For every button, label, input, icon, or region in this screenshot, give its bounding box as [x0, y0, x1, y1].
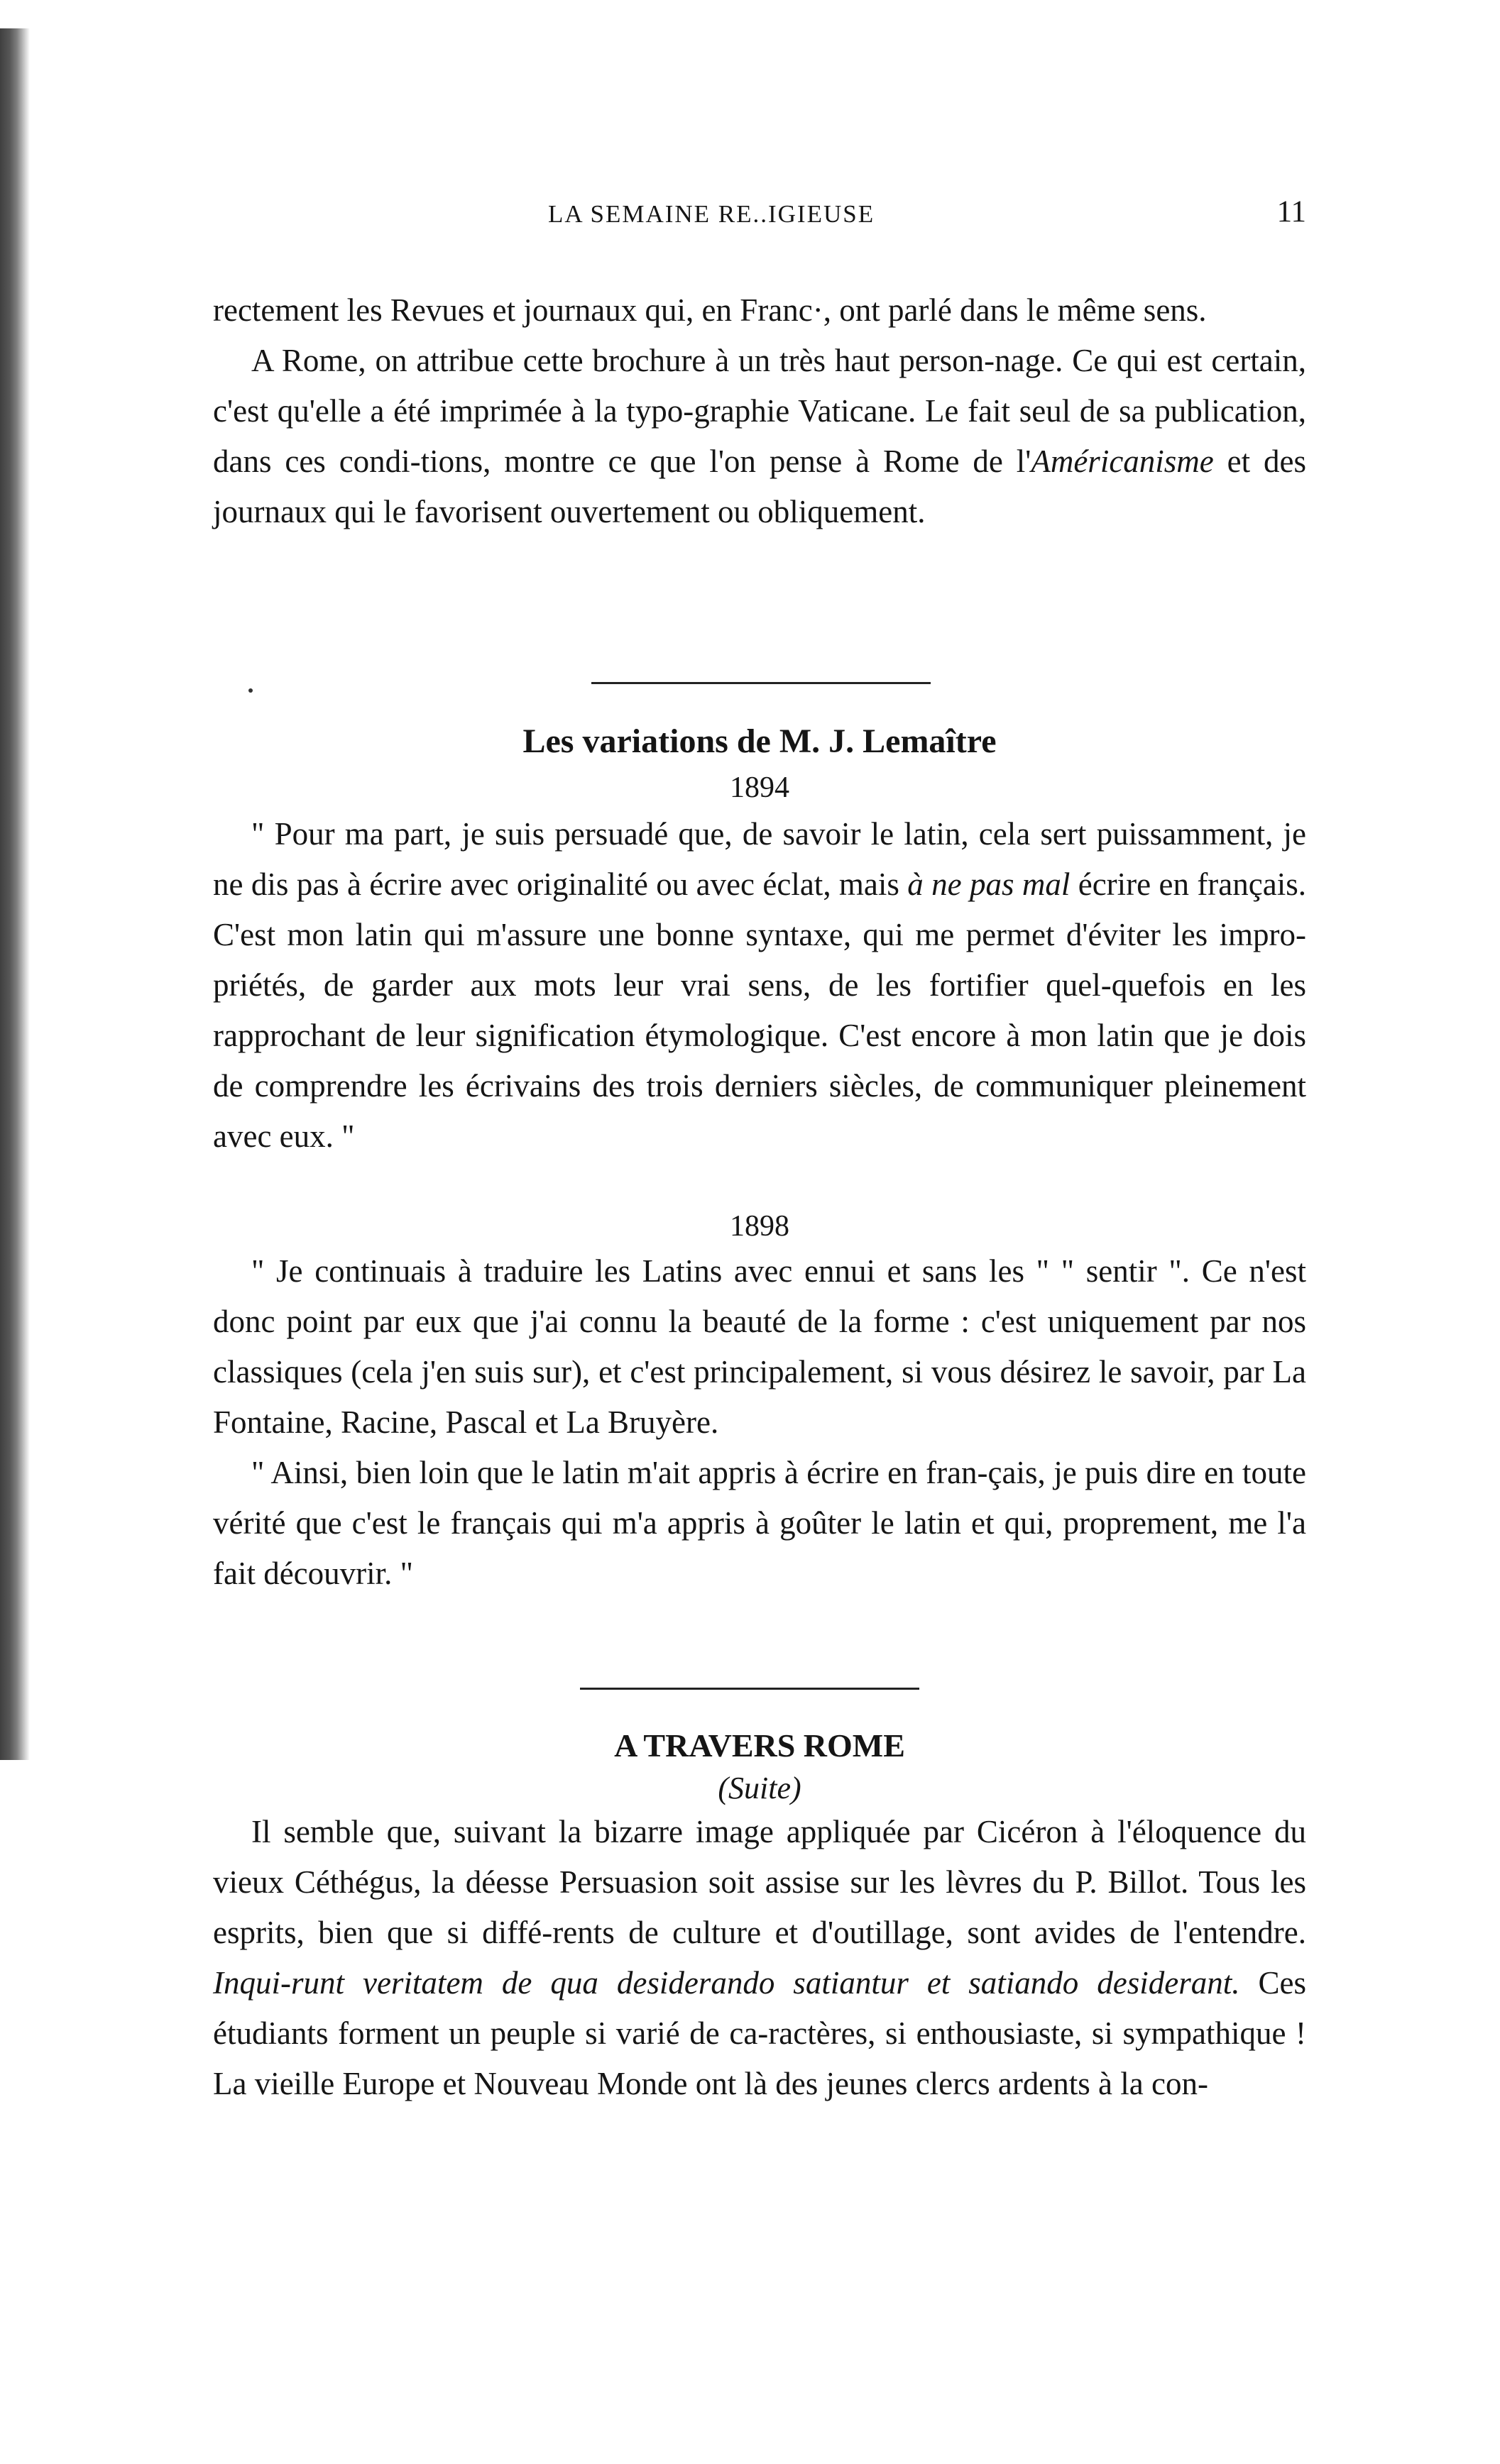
- section-subtitle-suite: (Suite): [718, 1771, 801, 1805]
- intro-paragraph-2: [213, 336, 1306, 537]
- latin-quotation: Inqui-runt veritatem de qua desiderando satiantur et satiando desiderant.: [213, 1965, 1240, 2001]
- binding-edge-shadow: [0, 28, 30, 1760]
- section-title-lemaitre: Les variations de M. J. Lemaître: [522, 722, 997, 760]
- running-head: [213, 195, 1306, 240]
- page-number: 11: [1276, 195, 1306, 229]
- running-title: LA SEMAINE RE..IGIEUSE: [548, 200, 875, 228]
- year-label-1894: 1894: [730, 771, 789, 804]
- lemaitre-quote-1: [213, 809, 1306, 1162]
- rome-article-text: [213, 1807, 1306, 2109]
- quote-1894-paragraph: [213, 809, 1306, 1162]
- year-label-1898: 1898: [730, 1210, 789, 1243]
- quote-1898-paragraph-2: " Ainsi, bien loin que le latin m'ait appris à écrire en fran-çais, je puis dire en toute vérité que c'est le français qui m'a appris à goûter le latin et qui, proprement, me l'a fait découvrir. ": [213, 1455, 1306, 1591]
- quote-1894-italic: à ne pas mal: [907, 867, 1071, 902]
- rome-text-run: Il semble que, suivant la bizarre image appliquée par Cicéron à l'éloquence du vieux Céthégus, la déesse Persuasion soit assise sur les lèvres du P. Billot. Tous les esprits, bien que si diffé-rents de culture et d'outillage, sont avides de l'entendre.: [213, 1814, 1306, 1950]
- intro-text-run-end: et des journaux qui le favorisent ouvertement ou obliquement.: [213, 444, 1306, 529]
- intro-text: [213, 285, 1306, 537]
- intro-paragraph-1: rectement les Revues et journaux qui, en Franc·, ont parlé dans le même sens.: [213, 292, 1207, 328]
- intro-italic-term: Américanisme: [1031, 444, 1214, 479]
- section-title-a-travers-rome: A TRAVERS ROME: [614, 1727, 905, 1764]
- lemaitre-quote-2: [213, 1246, 1306, 1599]
- intro-text-run: A Rome, on attribue cette brochure à un très haut person-nage. Ce qui est certain, c'est qu'elle a été imprimée à la typo-graphie Vaticane. Le fait seul de sa publication, dans ces condi-tions, montre ce que l'on pense à Rome de l': [213, 343, 1306, 479]
- quote-1894-text: " Pour ma part, je suis persuadé que, de savoir le latin, cela sert puissamment, je ne dis pas à écrire avec originalité ou avec éclat, mais: [213, 816, 1306, 902]
- section-divider-rule-2: [580, 1688, 919, 1690]
- section-divider-rule: [591, 682, 931, 684]
- rome-paragraph: [213, 1807, 1306, 2109]
- rome-text-run-end: Ces étudiants forment un peuple si varié de ca-ractères, si enthousiaste, si sympathique ! La vieille Europe et Nouveau Monde ont là des jeunes clercs ardents à la con-: [213, 1965, 1307, 2101]
- quote-1898-paragraph: " Je continuais à traduire les Latins avec ennui et sans les " " sentir ". Ce n'est donc point par eux que j'ai connu la beauté de la forme : c'est uniquement par nos classiques (cela j'en suis sur), et c'est principalement, si vous désirez le savoir, par La Fontaine, Racine, Pascal et La Bruyère.: [213, 1253, 1306, 1440]
- quote-1894-text-end: écrire en français. C'est mon latin qui m'assure une bonne syntaxe, qui me permet d'éviter les impro-priétés, de garder aux mots leur vrai sens, de les fortifier quel-quefois en les rapprochant de leur signification étymologique. C'est encore à mon latin que je dois de comprendre les écrivains des trois derniers siècles, de communiquer pleinement avec eux. ": [213, 867, 1306, 1154]
- ink-speck: [248, 688, 253, 693]
